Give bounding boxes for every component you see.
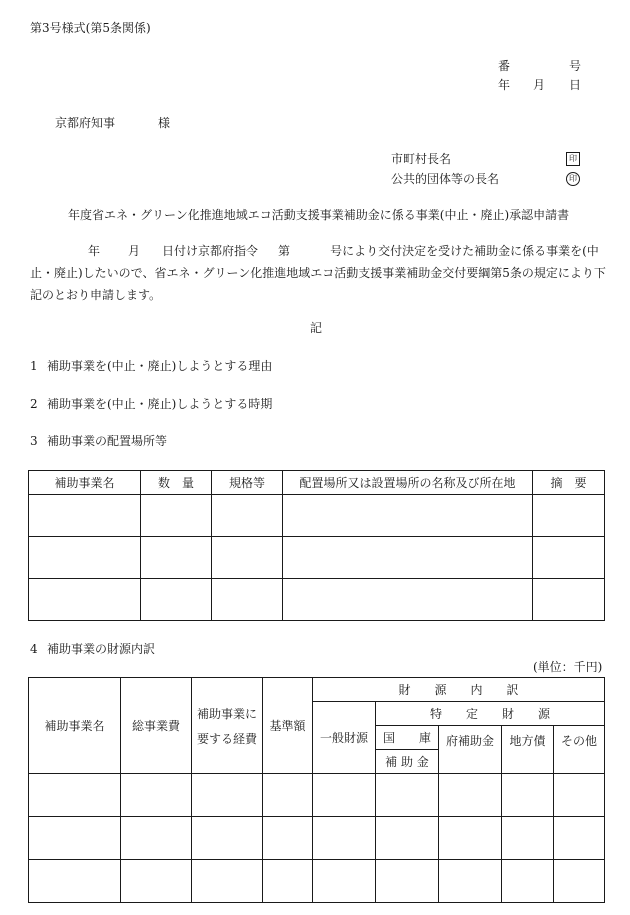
table-cell[interactable]: [212, 537, 283, 579]
body-dai: 第: [278, 244, 291, 258]
body-month: 月: [128, 244, 141, 258]
header-local-bond: 地方債: [502, 726, 554, 774]
header-specific-funds: 特 定 財 源: [376, 702, 605, 726]
table-cell[interactable]: [263, 774, 313, 817]
number-label-ban: 番: [498, 59, 511, 73]
addressee-honorific: 様: [158, 116, 171, 130]
table-row: [29, 579, 605, 621]
table-cell[interactable]: [554, 774, 605, 817]
table-cell[interactable]: [283, 537, 533, 579]
table-cell[interactable]: [313, 860, 376, 903]
table-cell[interactable]: [439, 860, 502, 903]
form-number: 第3号様式(第5条関係): [30, 21, 151, 35]
body-paragraph: [30, 240, 610, 306]
table-row: [29, 774, 605, 817]
header-remarks: 摘 要: [533, 471, 605, 495]
header-total-cost: 総事業費: [121, 678, 192, 774]
table-row: [29, 817, 605, 860]
table-cell[interactable]: [313, 774, 376, 817]
table-cell[interactable]: [502, 817, 554, 860]
table-cell[interactable]: [439, 774, 502, 817]
table-cell[interactable]: [533, 537, 605, 579]
item-1-text: 補助事業を(中止・廃止)しようとする理由: [47, 359, 273, 373]
item-2-number: 2: [30, 397, 38, 411]
mayor-name-label: 市町村長名: [391, 152, 452, 166]
table-cell[interactable]: [502, 774, 554, 817]
table-cell[interactable]: [212, 579, 283, 621]
table-cell[interactable]: [29, 774, 121, 817]
item-1-number: 1: [30, 359, 38, 373]
table-cell[interactable]: [192, 774, 263, 817]
table-cell[interactable]: [29, 579, 141, 621]
header-required-cost-line2: 要する経費: [196, 731, 257, 746]
table-row: [29, 537, 605, 579]
table-cell[interactable]: [313, 817, 376, 860]
date-year-label: 年: [498, 78, 511, 92]
item-4-number: 4: [30, 642, 38, 656]
header-location: 配置場所又は設置場所の名称及び所在地: [283, 471, 533, 495]
table-cell[interactable]: [283, 579, 533, 621]
table-cell[interactable]: [121, 817, 192, 860]
header-required-cost-line1: 補助事業に: [196, 706, 257, 721]
document-title: 年度省エネ・グリーン化推進地域エコ活動支援事業補助金に係る事業(中止・廃止)承認申請書: [68, 208, 570, 222]
header-other: その他: [554, 726, 605, 774]
item-2-text: 補助事業を(中止・廃止)しようとする時期: [47, 397, 273, 411]
body-rest: 号により交付決定を受けた補助金に係る事業を(中止・廃止)したいので、省エネ・グリーン化推進地域エコ活動支援事業補助金交付要綱第5条の規定により下記のとおり申請します。: [30, 244, 606, 302]
org-head-label: 公共的団体等の長名: [391, 172, 500, 186]
header-project-name: 補助事業名: [29, 678, 121, 774]
table-cell[interactable]: [554, 817, 605, 860]
date-day-label: 日: [569, 78, 582, 92]
header-quantity: 数 量: [141, 471, 212, 495]
table-cell[interactable]: [141, 537, 212, 579]
table-cell[interactable]: [29, 537, 141, 579]
header-prefectural-subsidy: 府補助金: [439, 726, 502, 774]
body-year: 年: [88, 244, 101, 258]
header-funding-breakdown: 財 源 内 訳: [313, 678, 605, 702]
date-month-label: 月: [533, 78, 546, 92]
unit-label: (単位：千円): [533, 660, 603, 674]
table-cell[interactable]: [533, 495, 605, 537]
table-cell[interactable]: [502, 860, 554, 903]
header-national-subsidy-line1: 国 庫: [376, 726, 439, 750]
number-label-go: 号: [569, 59, 582, 73]
square-seal-icon: 印: [566, 152, 580, 166]
body-date-ref: 日付け京都府指令: [162, 244, 259, 258]
item-3-text: 補助事業の配置場所等: [47, 434, 168, 448]
table-cell[interactable]: [141, 495, 212, 537]
funding-table: [28, 677, 605, 903]
item-4-text: 補助事業の財源内訳: [47, 642, 156, 656]
table-cell[interactable]: [283, 495, 533, 537]
header-specification: 規格等: [212, 471, 283, 495]
placement-table: [28, 470, 605, 621]
item-3-number: 3: [30, 434, 38, 448]
ki-heading: 記: [310, 321, 323, 335]
table-cell[interactable]: [376, 774, 439, 817]
table-cell[interactable]: [29, 817, 121, 860]
table-cell[interactable]: [376, 860, 439, 903]
table-cell[interactable]: [121, 860, 192, 903]
table-cell[interactable]: [263, 860, 313, 903]
table-cell[interactable]: [212, 495, 283, 537]
table-cell[interactable]: [554, 860, 605, 903]
round-seal-icon: 印: [566, 172, 580, 186]
table-row: [29, 860, 605, 903]
table-cell[interactable]: [192, 860, 263, 903]
header-national-subsidy-line2: 補 助 金: [376, 750, 439, 774]
header-general-funds: 一般財源: [313, 702, 376, 774]
table-cell[interactable]: [533, 579, 605, 621]
addressee-name: 京都府知事: [55, 116, 116, 130]
header-base-amount: 基準額: [263, 678, 313, 774]
table-cell[interactable]: [29, 495, 141, 537]
header-required-cost: [192, 678, 263, 774]
table-cell[interactable]: [192, 817, 263, 860]
table-cell[interactable]: [439, 817, 502, 860]
table-cell[interactable]: [29, 860, 121, 903]
table-cell[interactable]: [263, 817, 313, 860]
table-cell[interactable]: [121, 774, 192, 817]
header-project-name: 補助事業名: [29, 471, 141, 495]
table-cell[interactable]: [376, 817, 439, 860]
table-cell[interactable]: [141, 579, 212, 621]
table-row: [29, 495, 605, 537]
